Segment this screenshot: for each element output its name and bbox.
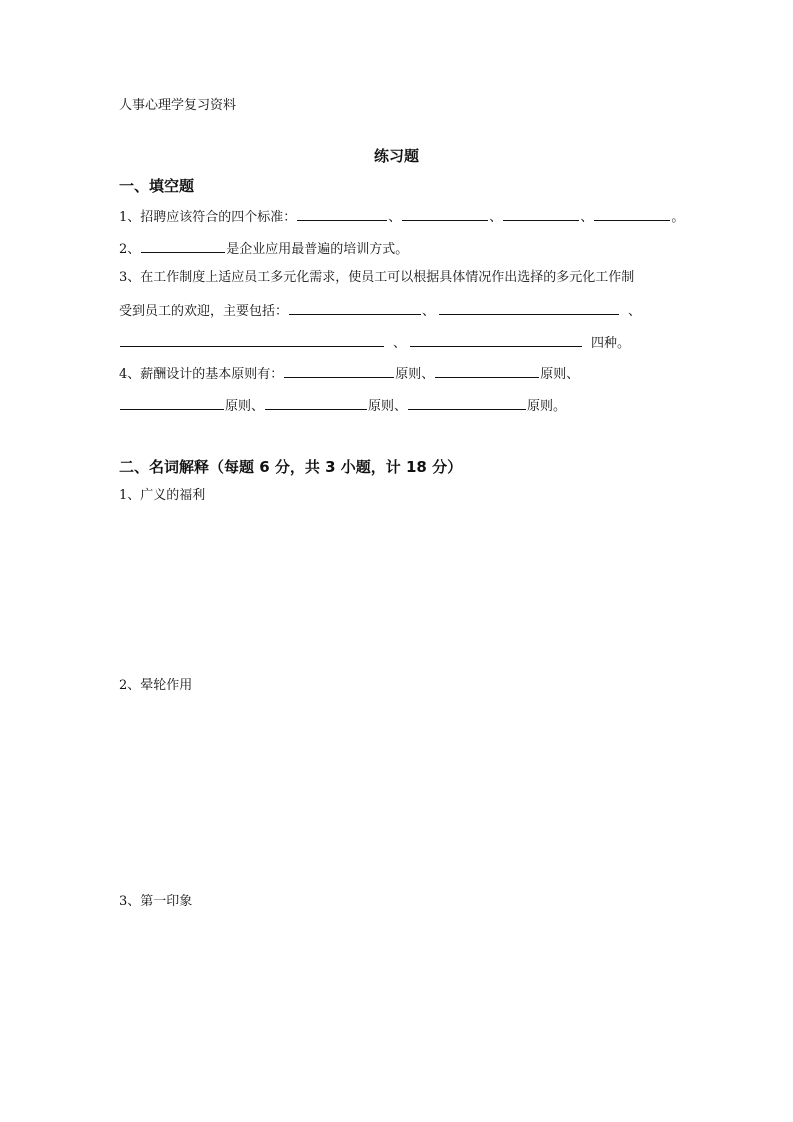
answer-blank[interactable] xyxy=(439,300,619,315)
question-3-line-2 xyxy=(119,300,641,322)
separator: 、 xyxy=(393,336,407,351)
question-4-line-1 xyxy=(119,363,579,385)
question-1 xyxy=(119,206,684,228)
question-4-text: 4、薪酬设计的基本原则有： xyxy=(119,367,284,382)
question-3-line-3 xyxy=(119,332,630,354)
section-heading-fill-blank: 一、填空题 xyxy=(119,177,195,195)
term-item-1: 1、广义的福利 xyxy=(119,488,206,503)
principle-label: 原则。 xyxy=(527,399,567,414)
term-item-3: 3、第一印象 xyxy=(119,894,193,909)
answer-blank[interactable] xyxy=(265,395,367,410)
question-3-text: 受到员工的欢迎，主要包括： xyxy=(119,304,289,319)
answer-blank[interactable] xyxy=(284,363,394,378)
end-mark: 。 xyxy=(671,210,685,225)
answer-blank[interactable] xyxy=(402,206,488,221)
answer-blank[interactable] xyxy=(120,395,224,410)
principle-label: 原则、 xyxy=(225,399,265,414)
answer-blank[interactable] xyxy=(594,206,670,221)
answer-blank[interactable] xyxy=(435,363,539,378)
question-2-number: 2、 xyxy=(119,242,141,257)
answer-blank[interactable] xyxy=(120,332,384,347)
answer-blank[interactable] xyxy=(408,395,526,410)
answer-blank[interactable] xyxy=(503,206,579,221)
answer-blank[interactable] xyxy=(297,206,387,221)
page-title: 练习题 xyxy=(373,147,419,165)
principle-label: 原则、 xyxy=(368,399,408,414)
term-item-2: 2、晕轮作用 xyxy=(119,678,193,693)
separator: 、 xyxy=(388,210,402,225)
document-header: 人事心理学复习资料 xyxy=(119,98,237,113)
question-2-text: 是企业应用最普遍的培训方式。 xyxy=(226,242,409,257)
section-heading-terms: 二、名词解释（每题 6 分，共 3 小题，计 18 分） xyxy=(119,458,463,476)
question-3-line-1: 3、在工作制度上适应员工多元化需求，使员工可以根据具体情况作出选择的多元化工作制 xyxy=(119,270,635,285)
answer-blank[interactable] xyxy=(410,332,582,347)
question-1-text: 1、招聘应该符合的四个标准： xyxy=(119,210,297,225)
separator: 、 xyxy=(489,210,503,225)
principle-label: 原则、 xyxy=(395,367,435,382)
end-mark: 四种。 xyxy=(591,336,631,351)
separator: 、 xyxy=(628,304,642,319)
question-4-line-2 xyxy=(119,395,566,417)
question-2 xyxy=(119,238,408,260)
answer-blank[interactable] xyxy=(289,300,421,315)
separator: 、 xyxy=(580,210,594,225)
answer-blank[interactable] xyxy=(141,238,225,253)
principle-label: 原则、 xyxy=(540,367,580,382)
separator: 、 xyxy=(422,304,436,319)
